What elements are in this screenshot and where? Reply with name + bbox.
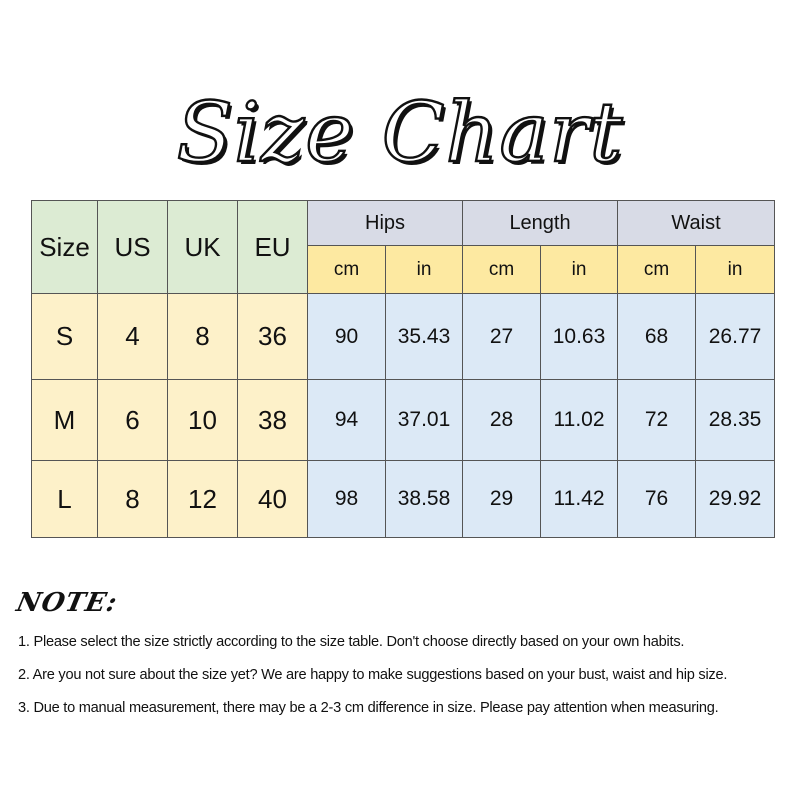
cell-hips-in: 35.43 — [386, 294, 463, 380]
table-row — [32, 380, 775, 461]
header-uk: UK — [168, 201, 238, 294]
unit-hips-in: in — [386, 246, 463, 294]
header-us: US — [98, 201, 168, 294]
cell-waist-cm: 76 — [618, 461, 696, 538]
cell-length-in: 11.42 — [541, 461, 618, 538]
note-label: NOTE: — [13, 588, 121, 618]
cell-uk: 10 — [168, 380, 238, 461]
size-chart-table — [31, 200, 775, 538]
cell-hips-in: 38.58 — [386, 461, 463, 538]
cell-eu: 38 — [238, 380, 308, 461]
header-waist: Waist — [618, 201, 775, 246]
cell-waist-in: 26.77 — [696, 294, 775, 380]
note-item: 2. Are you not sure about the size yet? We are happy to make suggestions based on your bust, waist and hip size. — [18, 667, 728, 683]
cell-length-cm: 29 — [463, 461, 541, 538]
unit-waist-in: in — [696, 246, 775, 294]
page-title: Size Chart — [176, 86, 624, 181]
unit-hips-cm: cm — [308, 246, 386, 294]
cell-length-cm: 28 — [463, 380, 541, 461]
cell-hips-in: 37.01 — [386, 380, 463, 461]
cell-eu: 36 — [238, 294, 308, 380]
cell-hips-cm: 90 — [308, 294, 386, 380]
unit-length-cm: cm — [463, 246, 541, 294]
header-hips: Hips — [308, 201, 463, 246]
cell-size: L — [32, 461, 98, 538]
cell-uk: 8 — [168, 294, 238, 380]
header-length: Length — [463, 201, 618, 246]
cell-us: 6 — [98, 380, 168, 461]
unit-waist-cm: cm — [618, 246, 696, 294]
cell-size: S — [32, 294, 98, 380]
cell-size: M — [32, 380, 98, 461]
cell-waist-in: 29.92 — [696, 461, 775, 538]
header-eu: EU — [238, 201, 308, 294]
cell-eu: 40 — [238, 461, 308, 538]
cell-length-in: 10.63 — [541, 294, 618, 380]
table-row — [32, 294, 775, 380]
table-row — [32, 461, 775, 538]
title-wrapper — [0, 84, 800, 184]
note-item: 1. Please select the size strictly according to the size table. Don't choose directly based on your own habits. — [18, 634, 685, 650]
note-item: 3. Due to manual measurement, there may be a 2-3 cm difference in size. Please pay attention when measuring. — [18, 700, 719, 716]
cell-us: 8 — [98, 461, 168, 538]
cell-length-in: 11.02 — [541, 380, 618, 461]
unit-length-in: in — [541, 246, 618, 294]
cell-waist-in: 28.35 — [696, 380, 775, 461]
cell-uk: 12 — [168, 461, 238, 538]
header-size: Size — [32, 201, 98, 294]
cell-waist-cm: 68 — [618, 294, 696, 380]
cell-hips-cm: 98 — [308, 461, 386, 538]
group-header-row — [32, 201, 775, 246]
cell-us: 4 — [98, 294, 168, 380]
cell-hips-cm: 94 — [308, 380, 386, 461]
notes-list — [18, 632, 793, 731]
cell-waist-cm: 72 — [618, 380, 696, 461]
cell-length-cm: 27 — [463, 294, 541, 380]
